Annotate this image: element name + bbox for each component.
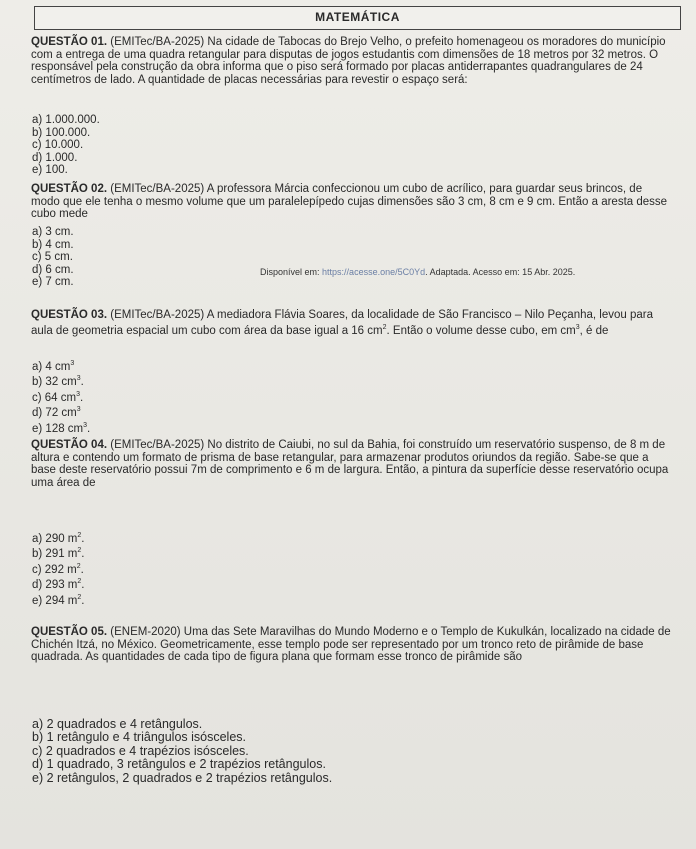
option-b[interactable]: b) 100.000. bbox=[32, 126, 91, 139]
question-3-text-c: , é de bbox=[579, 324, 609, 337]
question-4-options bbox=[32, 530, 85, 607]
question-2-options bbox=[32, 226, 74, 289]
option-d[interactable]: d) 6 cm. bbox=[32, 263, 74, 276]
option-d[interactable]: d) 1 quadrado, 3 retângulos e 2 trapézios retângulos. bbox=[32, 757, 326, 772]
option-c[interactable]: c) 2 quadrados e 4 trapézios isósceles. bbox=[32, 743, 249, 758]
question-1-options bbox=[32, 114, 100, 177]
question-5-options bbox=[32, 718, 332, 785]
question-4 bbox=[31, 439, 671, 489]
option-e[interactable]: e) 7 cm. bbox=[32, 276, 74, 289]
option-a[interactable]: a) 2 quadrados e 4 retângulos. bbox=[32, 717, 203, 731]
option-e[interactable]: e) 294 $m^2$. bbox=[32, 593, 85, 607]
option-a[interactable]: a) 3 cm. bbox=[32, 226, 74, 238]
source-citation bbox=[260, 267, 575, 277]
option-c[interactable]: c) 64 $cm^3$. bbox=[32, 390, 84, 404]
option-a[interactable]: a) 290 $m^2$. bbox=[32, 532, 85, 545]
option-b[interactable]: b) 4 cm. bbox=[32, 238, 74, 251]
option-d[interactable]: d) 72 $cm^3$ bbox=[32, 406, 81, 420]
question-3-label: QUESTÃO 03. bbox=[31, 309, 108, 321]
subject-title: MATEMÁTICA bbox=[315, 10, 400, 24]
option-e[interactable]: e) 2 retângulos, 2 quadrados e 2 trapézios retângulos. bbox=[32, 770, 333, 785]
question-3-text-b: . Então o volume desse cubo, em cm bbox=[386, 324, 576, 337]
question-3-options bbox=[32, 358, 90, 435]
option-b[interactable]: b) 1 retângulo e 4 triângulos isósceles. bbox=[32, 730, 247, 745]
source-prefix: Disponível em: bbox=[260, 267, 320, 277]
option-c[interactable]: c) 10.000. bbox=[32, 139, 84, 152]
option-b[interactable]: b) 291 $m^2$. bbox=[32, 547, 85, 561]
option-c[interactable]: c) 5 cm. bbox=[32, 251, 73, 264]
question-3-text-a: (EMITec/BA-2025) A mediadora Flávia Soares, da localidade de São Francisco – Nilo Peçanha, levou para aula de geometria espacial um cubo com área da base igual a 16 cm bbox=[31, 309, 653, 337]
question-2 bbox=[31, 183, 671, 221]
question-4-label: QUESTÃO 04. bbox=[31, 439, 108, 451]
option-d[interactable]: d) 1.000. bbox=[32, 151, 78, 164]
question-2-label: QUESTÃO 02. bbox=[31, 183, 108, 195]
option-e[interactable]: e) 100. bbox=[32, 164, 68, 177]
option-d[interactable]: d) 293 $m^2$. bbox=[32, 578, 85, 592]
option-c[interactable]: c) 292 $m^2$. bbox=[32, 562, 84, 576]
question-4-text: (EMITec/BA-2025) No distrito de Caiubi, no sul da Bahia, foi construído um reservatório suspenso, de 8 m de altura e contendo um formato de prisma de base retangular, para armazenar produtos oriundos da região. Sabe-se que a base deste reservatório possui 7m de comprimento e 6 m de largura. Então, a pintura da superfície desse reservatório ocupa uma área de bbox=[31, 439, 669, 489]
question-5 bbox=[31, 626, 671, 664]
source-link[interactable]: https://acesse.one/5C0Yd bbox=[322, 267, 426, 277]
subject-header bbox=[34, 6, 681, 30]
question-3: QUESTÃO 03. (EMITec/BA-2025) A mediadora Flávia Soares, da localidade de São Francisco – Nilo Peçanha, levou para aula de geometria espacial um cubo com área da base igual a 16 $cm^2$. Então o volume desse cubo, em $cm^3$, é de bbox=[31, 309, 653, 337]
question-1-text: (EMITec/BA-2025) Na cidade de Tabocas do Brejo Velho, o prefeito homenageou os moradores do município com a entrega de uma quadra retangular para disputas de jogos estudantis com dimensões de 18 metros por 32 metros. O responsável pela construção da obra informa que o piso será formado por placas antiderrapantes quadrangulares de 24 centímetros de lado. A quantidade de placas necessárias para revestir o espaço será: bbox=[31, 36, 666, 86]
source-suffix: . Adaptada. Acesso em: 15 Abr. 2025. bbox=[425, 267, 576, 277]
question-2-text: (EMITec/BA-2025) A professora Márcia confeccionou um cubo de acrílico, para guardar seus brincos, de modo que ele tenha o mesmo volume que um paralelepípedo cujas dimensões são 3 cm, 8 cm e 9 cm. Então a aresta desse cubo mede bbox=[31, 183, 668, 221]
question-5-text: (ENEM-2020) Uma das Sete Maravilhas do Mundo Moderno e o Templo de Kukulkán, localizado na cidade de Chichén Itzá, no México. Geometricamente, esse templo pode ser representado por um tronco reto de pirâmide de base quadrada. As quantidades de cada tipo de figura plana que formam esse tronco de pirâmide são bbox=[31, 626, 671, 664]
question-5-label: QUESTÃO 05. bbox=[31, 626, 108, 638]
option-a[interactable]: a) 1.000.000. bbox=[32, 114, 100, 126]
option-b[interactable]: b) 32 $cm^3$. bbox=[32, 375, 84, 389]
question-1-label: QUESTÃO 01. bbox=[31, 36, 108, 48]
option-a[interactable]: a) 4 $cm^3$ bbox=[32, 360, 75, 373]
question-1 bbox=[31, 36, 671, 86]
option-e[interactable]: e) 128 $cm^3$. bbox=[32, 421, 91, 435]
